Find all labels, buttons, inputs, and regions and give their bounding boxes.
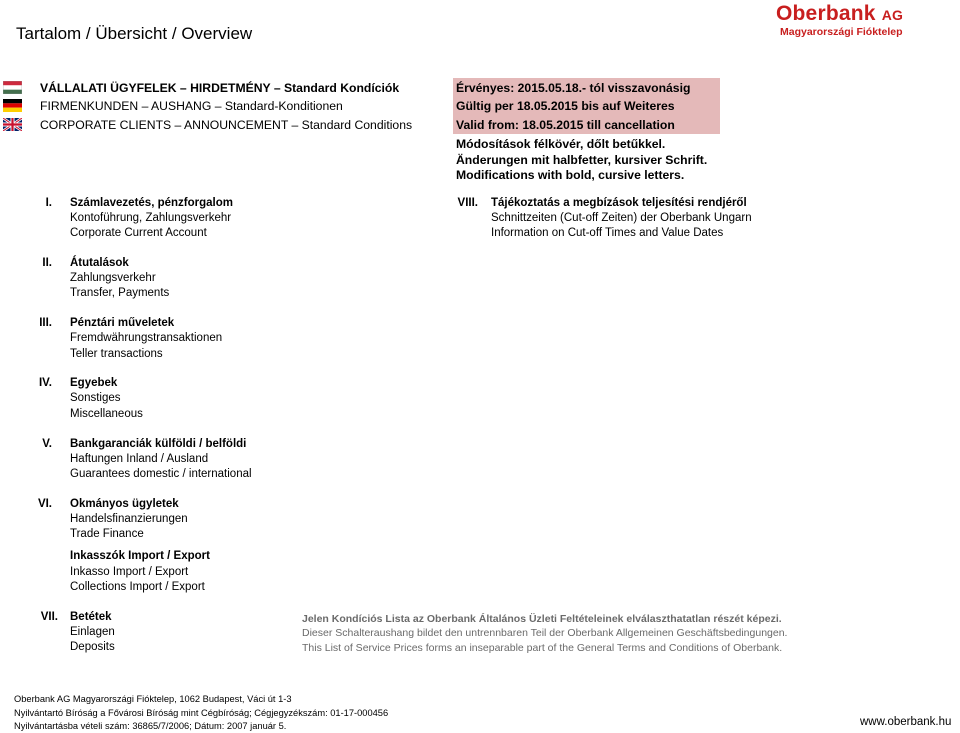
section-3-de[interactable]: Fremdwährungstransaktionen bbox=[70, 332, 223, 344]
collections-link[interactable]: Inkasszók Import / Export bbox=[70, 550, 210, 562]
section-1-number: I. bbox=[45, 197, 52, 209]
section-1-en[interactable]: Corporate Current Account bbox=[70, 227, 207, 239]
notice-de: Dieser Schalteraushang bildet den untrennbaren Teil der Oberbank Allgemeinen Geschäftsbedingungen. bbox=[302, 627, 788, 639]
section-3-link[interactable]: Pénztári műveletek bbox=[70, 317, 175, 329]
page-title: Tartalom / Übersicht / Overview bbox=[16, 24, 253, 43]
section-5-en[interactable]: Guarantees domestic / international bbox=[70, 468, 252, 480]
validity-de: Gültig per 18.05.2015 bis auf Weiteres bbox=[456, 99, 675, 113]
footer-registration: Nyilvántartásba vételi szám: 36865/7/2006; Dátum: 2007 január 5. bbox=[14, 721, 287, 731]
section-6-de[interactable]: Handelsfinanzierungen bbox=[70, 513, 188, 525]
section-5-number: V. bbox=[42, 438, 52, 450]
notice-en: This List of Service Prices forms an inseparable part of the General Terms and Conditions of Oberbank. bbox=[302, 642, 783, 654]
section-4-number: IV. bbox=[38, 377, 52, 389]
hungarian-flag-icon bbox=[3, 81, 22, 94]
collections-en[interactable]: Collections Import / Export bbox=[70, 581, 205, 593]
section-7-en[interactable]: Deposits bbox=[70, 641, 115, 653]
footer-website-link[interactable]: www.oberbank.hu bbox=[860, 716, 952, 728]
section-3-number: III. bbox=[39, 317, 52, 329]
section-2-link[interactable]: Átutalások bbox=[70, 257, 129, 269]
announcement-de: FIRMENKUNDEN – AUSHANG – Standard-Konditionen bbox=[40, 99, 343, 113]
logo-name: Oberbank bbox=[776, 2, 876, 25]
section-7-link[interactable]: Betétek bbox=[70, 611, 112, 623]
validity-en: Valid from: 18.05.2015 till cancellation bbox=[456, 118, 675, 132]
validity-hu: Érvényes: 2015.05.18.- tól visszavonásig bbox=[456, 81, 691, 95]
section-5-de[interactable]: Haftungen Inland / Ausland bbox=[70, 453, 209, 465]
section-2-number: II. bbox=[42, 257, 52, 269]
section-2-en[interactable]: Transfer, Payments bbox=[70, 287, 170, 299]
section-8-number: VIII. bbox=[457, 197, 478, 209]
section-4-en[interactable]: Miscellaneous bbox=[70, 408, 143, 420]
section-6-link[interactable]: Okmányos ügyletek bbox=[70, 498, 179, 510]
modifications-de: Änderungen mit halbfetter, kursiver Schrift. bbox=[456, 153, 708, 167]
announcement-hu: VÁLLALATI ÜGYFELEK – HIRDETMÉNY – Standard Kondíciók bbox=[40, 81, 400, 95]
footer-registry: Nyilvántartó Bíróság a Fővárosi Bíróság mint Cégbíróság; Cégjegyzékszám: 01-17-000456 bbox=[14, 708, 389, 718]
modifications-hu: Módosítások félkövér, dőlt betűkkel. bbox=[456, 137, 666, 151]
section-5-link[interactable]: Bankgaranciák külföldi / belföldi bbox=[70, 438, 247, 450]
section-6-number: VI. bbox=[37, 498, 52, 510]
announcement-en: CORPORATE CLIENTS – ANNOUNCEMENT – Standard Conditions bbox=[40, 118, 413, 132]
section-1-link[interactable]: Számlavezetés, pénzforgalom bbox=[70, 197, 233, 209]
section-7-number: VII. bbox=[40, 611, 58, 623]
section-8-de[interactable]: Schnittzeiten (Cut-off Zeiten) der Oberbank Ungarn bbox=[491, 212, 752, 224]
section-8-link[interactable]: Tájékoztatás a megbízások teljesítési rendjéről bbox=[491, 197, 747, 209]
section-3-en[interactable]: Teller transactions bbox=[70, 348, 163, 360]
oberbank-logo bbox=[776, 2, 958, 38]
footer-address: Oberbank AG Magyarországi Fióktelep, 1062 Budapest, Váci út 1-3 bbox=[14, 694, 292, 704]
german-flag-icon bbox=[3, 99, 22, 112]
uk-flag-icon bbox=[3, 118, 22, 131]
notice-hu: Jelen Kondíciós Lista az Oberbank Általános Üzleti Feltételeinek elválaszthatatlan részét képezi. bbox=[302, 613, 782, 625]
logo-suffix: AG bbox=[881, 7, 904, 23]
logo-subtitle: Magyarországi Fióktelep bbox=[780, 26, 903, 38]
collections-de[interactable]: Inkasso Import / Export bbox=[70, 566, 189, 578]
modifications-en: Modifications with bold, cursive letters. bbox=[456, 168, 685, 182]
section-7-de[interactable]: Einlagen bbox=[70, 626, 115, 638]
section-8-en[interactable]: Information on Cut-off Times and Value Dates bbox=[491, 227, 724, 239]
section-4-link[interactable]: Egyebek bbox=[70, 377, 118, 389]
section-1-de[interactable]: Kontoführung, Zahlungsverkehr bbox=[70, 212, 232, 224]
section-4-de[interactable]: Sonstiges bbox=[70, 392, 121, 404]
section-6-en[interactable]: Trade Finance bbox=[70, 528, 144, 540]
section-2-de[interactable]: Zahlungsverkehr bbox=[70, 272, 156, 284]
